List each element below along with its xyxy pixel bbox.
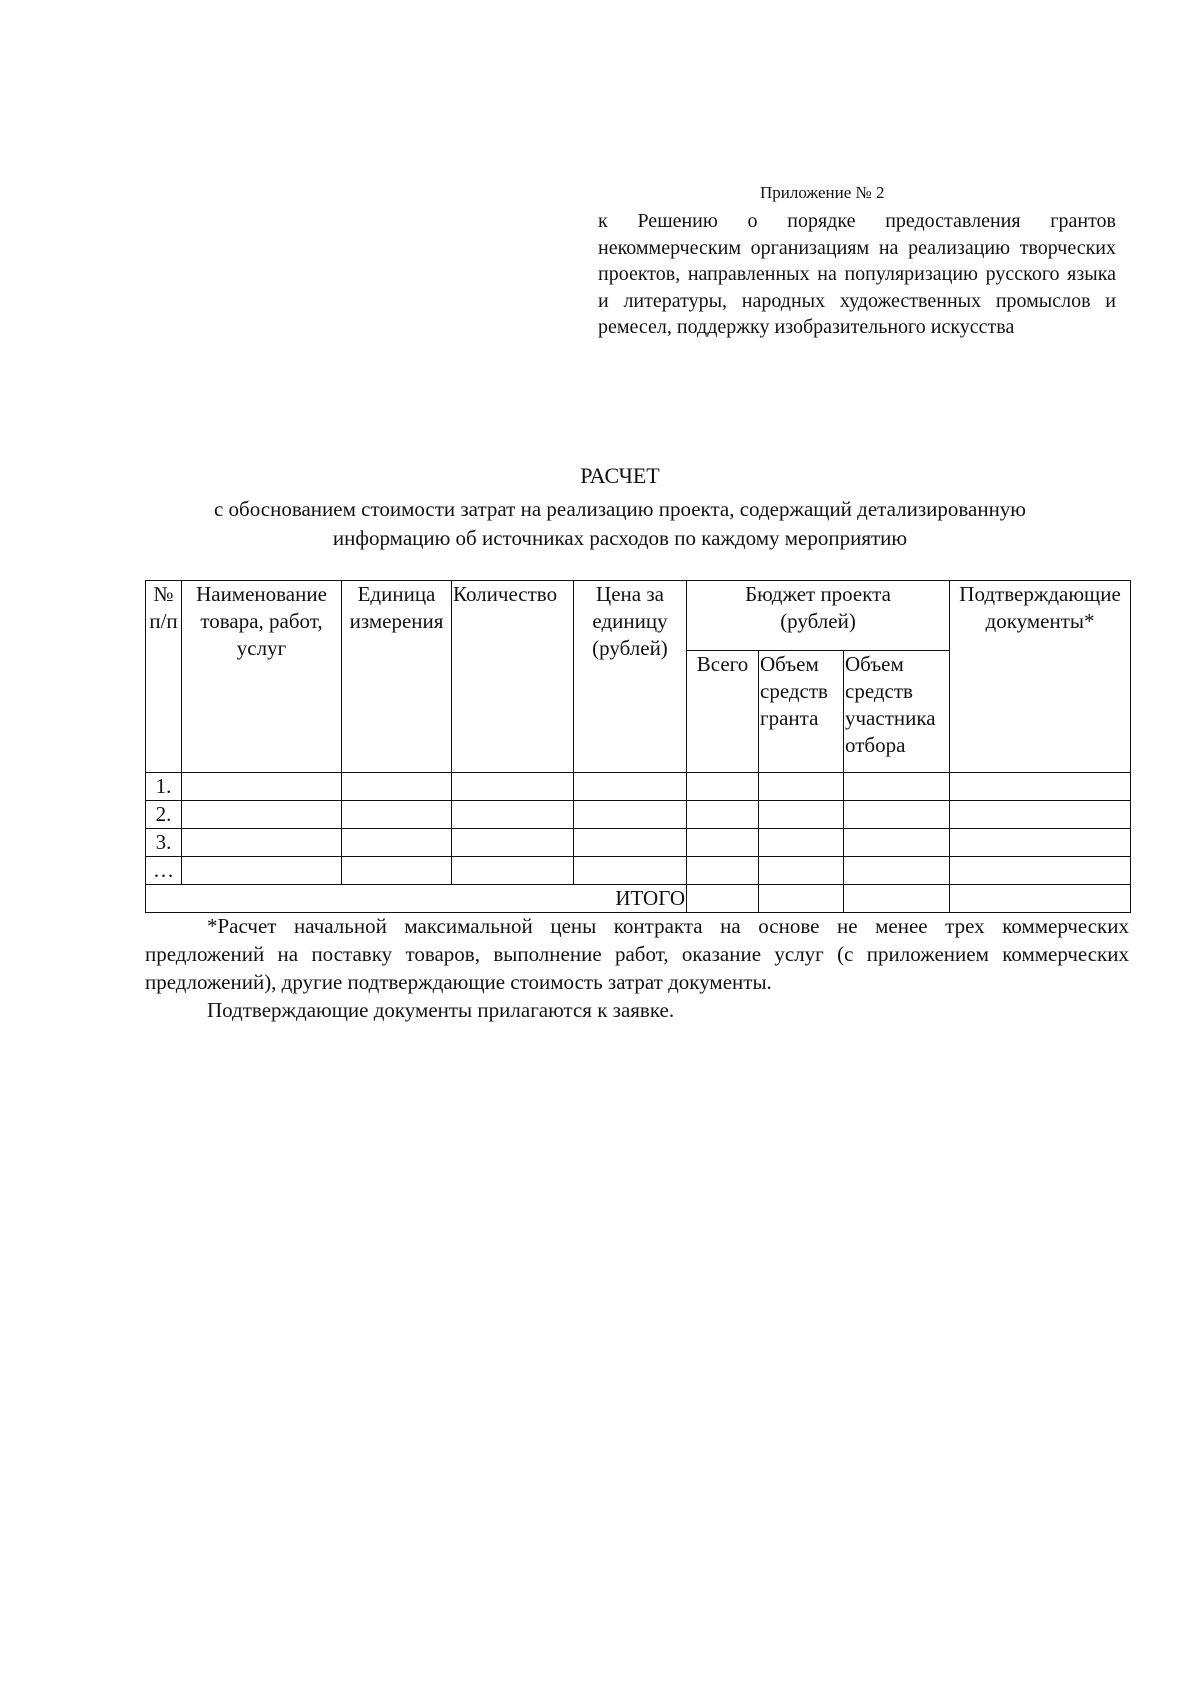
header-num: № п/п bbox=[146, 581, 182, 773]
total-row bbox=[146, 885, 1131, 913]
header-price: Цена за единицу (рублей) bbox=[574, 581, 687, 773]
appendix-number: Приложение № 2 bbox=[760, 183, 885, 202]
document-subtitle bbox=[140, 495, 1100, 553]
footnote-block bbox=[145, 912, 1129, 1024]
appendix-text: к Решению о порядке предоставления грантов некоммерческим организациям на реализацию творческих проектов, направленных на популяризацию русского языка и литературы, народных художественных промыслов и ремесел, поддержку изобразительного искусства bbox=[598, 210, 1116, 338]
header-docs: Подтверждающие документы* bbox=[950, 581, 1131, 773]
footnote-text: *Расчет начальной максимальной цены контракта на основе не менее трех коммерческих предложений на поставку товаров, выполнение работ, оказание услуг (с приложением коммерческих предложений), другие подтверждающие стоимость затрат документы. bbox=[145, 914, 1129, 994]
appendix-header bbox=[598, 178, 1116, 341]
header-unit: Единица измерения bbox=[342, 581, 452, 773]
document-title: РАСЧЕТ bbox=[580, 463, 660, 488]
row-number: 3. bbox=[146, 829, 182, 857]
header-total: Всего bbox=[687, 651, 759, 773]
row-number: … bbox=[146, 857, 182, 885]
table-row bbox=[146, 801, 1131, 829]
subtitle-line-2: информацию об источниках расходов по каждому мероприятию bbox=[332, 526, 908, 550]
row-number: 2. bbox=[146, 801, 182, 829]
cost-table bbox=[145, 580, 1131, 913]
attachment-text: Подтверждающие документы прилагаются к заявке. bbox=[207, 998, 675, 1022]
row-number: 1. bbox=[146, 773, 182, 801]
table-row bbox=[146, 857, 1131, 885]
header-participant: Объем средств участника отбора bbox=[844, 651, 950, 773]
header-name: Наименование товара, работ, услуг bbox=[182, 581, 342, 773]
table-row bbox=[146, 773, 1131, 801]
subtitle-line-1: с обоснованием стоимости затрат на реализацию проекта, содержащий детализированную bbox=[213, 497, 1026, 521]
header-qty: Количество bbox=[452, 581, 574, 773]
total-label: ИТОГО bbox=[146, 885, 687, 913]
header-budget: Бюджет проекта (рублей) bbox=[687, 581, 950, 651]
header-grant: Объем средств гранта bbox=[759, 651, 844, 773]
table-row bbox=[146, 829, 1131, 857]
